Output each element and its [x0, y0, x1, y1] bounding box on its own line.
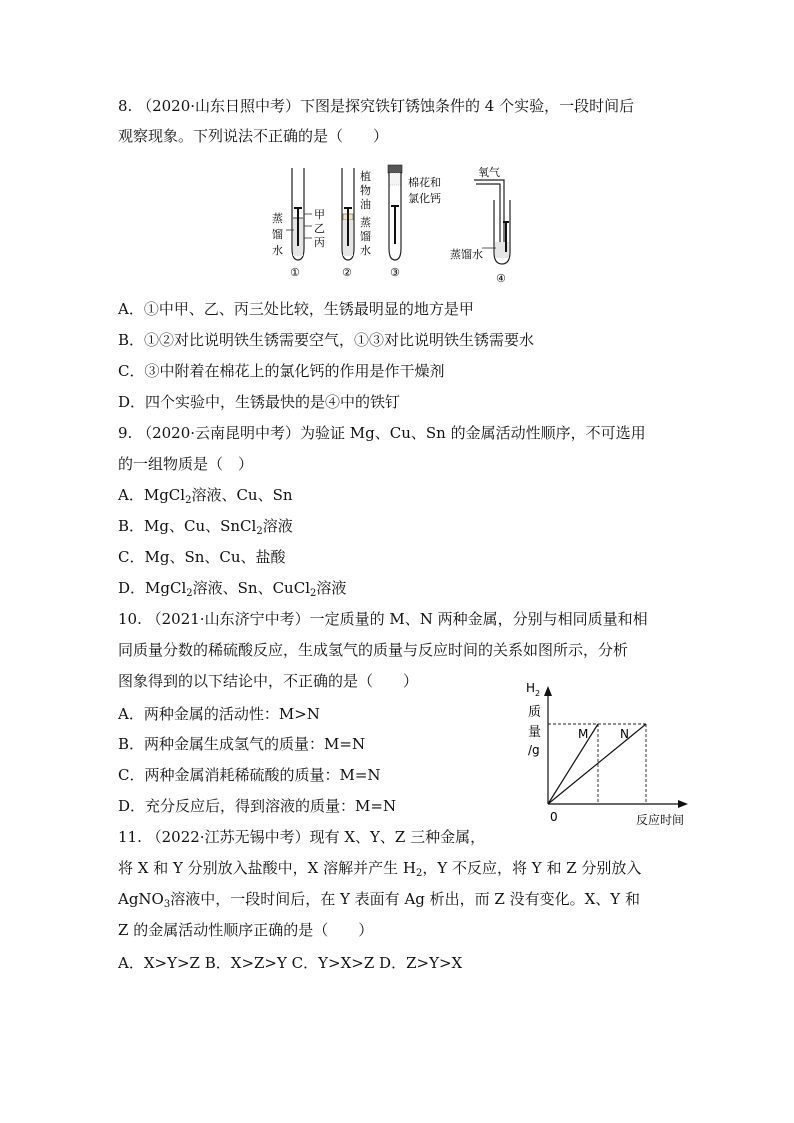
- q9-b-post: 溶液: [262, 517, 293, 535]
- t1-label-0: 蒸: [272, 212, 283, 225]
- q9-a-post: 溶液、Cu、Sn: [191, 486, 293, 504]
- q11-stem-line4: Z 的金属活动性顺序正确的是（ ）: [118, 921, 374, 939]
- t2-label-0: 植: [360, 170, 371, 183]
- q10-hydrogen-mass-graph: [522, 676, 698, 830]
- tube-number-1: ①: [290, 266, 300, 279]
- q8-option-b: B．①②对比说明铁生锈需要空气，①③对比说明铁生锈需要水: [118, 331, 535, 349]
- tube-number-2: ②: [342, 266, 352, 279]
- q9-stem-line1: 9. （2020·云南昆明中考）为验证 Mg、Cu、Sn 的金属活动性顺序，不可选用: [118, 424, 646, 442]
- tube-number-3: ③: [390, 266, 400, 279]
- q11-stem-line2: [118, 858, 641, 878]
- q9-option-c: C．Mg、Sn、Cu、盐酸: [118, 548, 286, 566]
- y-label-line-2: /g: [528, 743, 540, 757]
- series-m-label: M: [578, 727, 589, 741]
- series-m-line: [548, 724, 598, 804]
- tube-number-4: ④: [496, 272, 506, 285]
- q9-d-pre: D．MgCl: [118, 579, 187, 597]
- y-label-h: H: [526, 681, 536, 695]
- t1-mark-2: 丙: [314, 236, 325, 249]
- q11-line3-pre: AgNO: [118, 890, 164, 908]
- t1-label-2: 水: [272, 244, 283, 257]
- q10-option-b: B．两种金属生成氢气的质量：M=N: [118, 735, 366, 753]
- series-n-label: N: [620, 727, 629, 741]
- q8-rusting-experiment-figure: [268, 164, 530, 288]
- q10-stem-line1: 10. （2021·山东济宁中考）一定质量的 M、N 两种金属，分别与相同质量和相: [118, 610, 648, 628]
- tube-3: [388, 165, 402, 260]
- q11-line2-post: ，Y 不反应，将 Y 和 Z 分别放入: [422, 859, 642, 877]
- q8-stem-line1: 8. （2020·山东日照中考）下图是探究铁钉锈蚀条件的 4 个实验，一段时间后: [118, 97, 635, 115]
- y-axis-arrow: [544, 686, 552, 696]
- t1-label-1: 馏: [272, 228, 283, 241]
- q9-option-a: [118, 485, 293, 505]
- q11-line3-sub: 3: [163, 899, 171, 910]
- q9-d-mid: 溶液、Sn、CuCl: [192, 579, 310, 597]
- t2-label-4: 馏: [360, 230, 371, 243]
- q10-option-d: D．充分反应后，得到溶液的质量：M=N: [118, 797, 397, 815]
- q9-stem-line2: 的一组物质是（ ）: [118, 455, 254, 473]
- t3-label-2: 氯化钙: [408, 192, 441, 205]
- t1-mark-1: 乙: [314, 222, 325, 235]
- q11-stem-line3: [118, 889, 640, 909]
- t2-label-3: 蒸: [360, 216, 371, 229]
- q9-d-sub2: 2: [310, 588, 317, 599]
- tube-2: [342, 168, 354, 260]
- q8-stem-line2: 观察现象。下列说法不正确的是（ ）: [118, 127, 389, 145]
- q11-stem-line1: 11. （2022·江苏无锡中考）现有 X、Y、Z 三种金属，: [118, 828, 486, 846]
- q9-option-b: [118, 516, 293, 536]
- x-axis-arrow: [678, 800, 688, 808]
- tube-1: [286, 168, 312, 260]
- q8-option-c: C．③中附着在棉花上的氯化钙的作用是作干燥剂: [118, 362, 445, 380]
- q9-option-d: [118, 578, 346, 598]
- series-n-line: [548, 724, 646, 804]
- t4-gas-label: 氧气: [478, 166, 500, 179]
- q11-line2-pre: 将 X 和 Y 分别放入盐酸中，X 溶解并产生 H: [118, 859, 416, 877]
- x-axis-label: 反应时间: [636, 813, 685, 827]
- t4-water-label: 蒸馏水: [450, 248, 483, 261]
- q8-option-d: D．四个实验中，生锈最快的是④中的铁钉: [118, 393, 401, 411]
- y-label-h-sub: 2: [535, 689, 541, 698]
- q9-b-sub: 2: [256, 526, 263, 537]
- q11-line3-post: 溶液中，一段时间后，在 Y 表面有 Ag 析出，而 Z 没有变化。X、Y 和: [170, 890, 640, 908]
- q9-d-sub1: 2: [186, 588, 193, 599]
- q8-option-a: A．①中甲、乙、丙三处比较，生锈最明显的地方是甲: [118, 300, 474, 318]
- q10-option-a: A．两种金属的活动性：M>N: [118, 705, 320, 723]
- q11-options: A．X>Y>Z B．X>Z>Y C．Y>X>Z D．Z>Y>X: [118, 954, 463, 972]
- q10-stem-line2: 同质量分数的稀硫酸反应，生成氢气的质量与反应时间的关系如图所示，分析: [118, 641, 629, 659]
- q11-line2-sub: 2: [415, 868, 423, 879]
- q9-a-pre: A．MgCl: [118, 486, 186, 504]
- q10-option-c: C．两种金属消耗稀硫酸的质量：M=N: [118, 766, 381, 784]
- y-label-line-1: 量: [528, 725, 542, 740]
- t2-label-5: 水: [360, 244, 371, 257]
- t1-mark-0: 甲: [314, 208, 325, 221]
- q9-b-pre: B．Mg、Cu、SnCl: [118, 517, 257, 535]
- y-label-line-0: 质: [528, 705, 542, 720]
- q10-stem-line3: 图象得到的以下结论中，不正确的是（ ）: [118, 672, 419, 690]
- t3-label-1: 棉花和: [408, 176, 441, 189]
- q9-d-post: 溶液: [316, 579, 347, 597]
- t2-label-1: 物: [360, 184, 371, 197]
- origin-label: 0: [550, 810, 558, 824]
- t2-label-2: 油: [360, 198, 371, 211]
- q9-a-sub: 2: [185, 495, 192, 506]
